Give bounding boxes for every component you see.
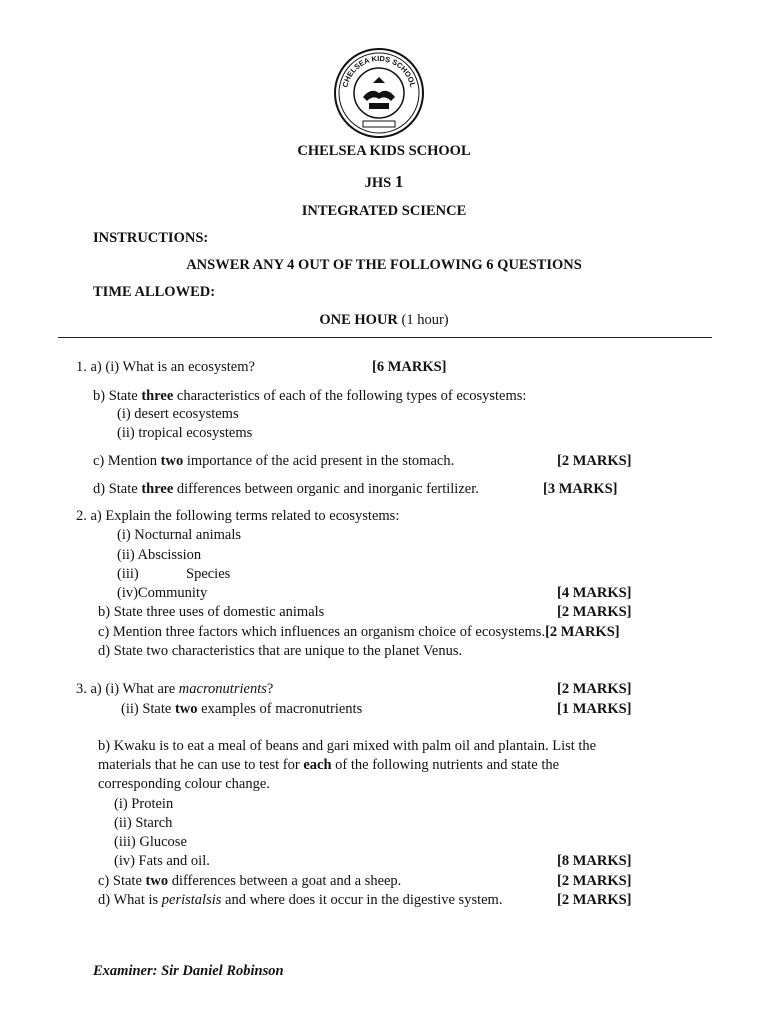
- q3-a-i: 3. a) (i) What are macronutrients?: [76, 681, 274, 697]
- seal-text: CHELSEA KIDS SCHOOL: [340, 53, 418, 89]
- q2-a-ii: (ii) Abscission: [117, 547, 202, 563]
- q1-c: c) Mention two importance of the acid present in the stomach.: [93, 453, 455, 469]
- q1-b: b) State three characteristics of each of the following types of ecosystems:: [93, 388, 527, 404]
- q2-b: b) State three uses of domestic animals: [98, 604, 325, 620]
- time-plain: (1 hour): [401, 312, 449, 328]
- q3-b-i: (i) Protein: [114, 796, 174, 812]
- class-number: 1: [394, 172, 404, 191]
- q3-a-ii-marks: [1 MARKS]: [557, 701, 632, 717]
- q3-c: c) State two differences between a goat and a sheep.: [98, 873, 402, 889]
- q2-a-iii-num: (iii): [117, 566, 139, 582]
- q2-a: 2. a) Explain the following terms related to ecosystems:: [76, 508, 400, 524]
- time-label: TIME ALLOWED:: [93, 284, 216, 300]
- school-seal-logo: [333, 47, 425, 139]
- q3-b-line3: corresponding colour change.: [98, 776, 270, 792]
- q2-c: c) Mention three factors which influences an organism choice of ecosystems.[2 MARKS]: [98, 624, 620, 640]
- q1-a: 1. a) (i) What is an ecosystem?: [76, 359, 255, 375]
- school-name: CHELSEA KIDS SCHOOL: [297, 143, 471, 159]
- instructions-text: ANSWER ANY 4 OUT OF THE FOLLOWING 6 QUESTIONS: [186, 257, 582, 273]
- subject-title: INTEGRATED SCIENCE: [301, 203, 467, 219]
- class-prefix: JHS: [364, 175, 392, 191]
- q3-b-line1: b) Kwaku is to eat a meal of beans and gari mixed with palm oil and plantain. List the: [98, 738, 597, 754]
- q3-b-ii: (ii) Starch: [114, 815, 173, 831]
- q1-a-marks: [6 MARKS]: [372, 359, 447, 375]
- class-label: [0, 172, 768, 192]
- q3-b-line2: materials that he can use to test for each of the following nutrients and state the: [98, 757, 560, 773]
- q2-a-iii-text: Species: [186, 566, 231, 582]
- instructions-label: INSTRUCTIONS:: [93, 230, 209, 246]
- q3-b-iii: (iii) Glucose: [114, 834, 187, 850]
- q1-d: d) State three differences between organic and inorganic fertilizer.: [93, 481, 479, 497]
- time-value: [0, 312, 768, 329]
- q3-b-marks: [8 MARKS]: [557, 853, 632, 869]
- q3-d: d) What is peristalsis and where does it occur in the digestive system.: [98, 892, 503, 908]
- q1-d-marks: [3 MARKS]: [543, 481, 618, 497]
- q2-b-marks: [2 MARKS]: [557, 604, 632, 620]
- q2-a-iv: (iv)Community: [117, 585, 208, 601]
- header-divider: [58, 337, 712, 338]
- q3-c-marks: [2 MARKS]: [557, 873, 632, 889]
- q1-b-i: (i) desert ecosystems: [117, 406, 239, 422]
- q3-d-marks: [2 MARKS]: [557, 892, 632, 908]
- q2-a-i: (i) Nocturnal animals: [117, 527, 242, 543]
- q3-b-iv: (iv) Fats and oil.: [114, 853, 210, 869]
- time-bold: ONE HOUR: [319, 312, 398, 328]
- q1-b-ii: (ii) tropical ecosystems: [117, 425, 253, 441]
- q2-a-marks: [4 MARKS]: [557, 585, 632, 601]
- q1-c-marks: [2 MARKS]: [557, 453, 632, 469]
- examiner-signature: Examiner: Sir Daniel Robinson: [93, 963, 284, 979]
- q3-a-ii: (ii) State two examples of macronutrients: [121, 701, 363, 717]
- q2-d: d) State two characteristics that are unique to the planet Venus.: [98, 643, 463, 659]
- q3-a-marks: [2 MARKS]: [557, 681, 632, 697]
